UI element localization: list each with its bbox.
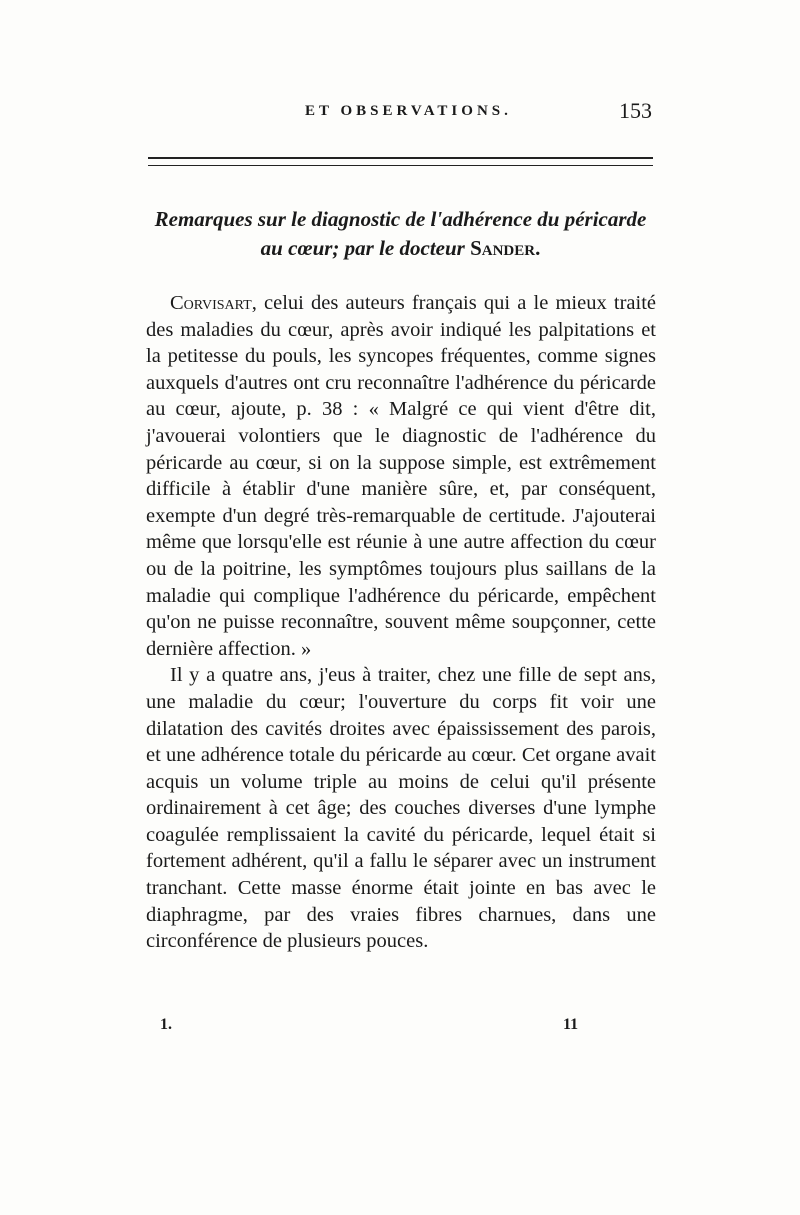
header-rule bbox=[148, 157, 653, 166]
title-line-2: au cœur; par le docteur bbox=[260, 236, 465, 260]
paragraph-2: Il y a quatre ans, j'eus à traiter, chez une fille de sept ans, une maladie du cœur; l'ouverture du corps fit voir une dilatation des cavités droites avec épaississement des parois, et une adhérence totale du péricarde au cœur. Cet organe avait acquis un volume triple au moins de celui qu'il présente ordinairement à cet âge; des couches diverses d'une lymphe coagulée remplissaient la cavité du péricarde, lequel était si fortement adhérent, qu'il a fallu le séparer avec un instrument tranchant. Cette masse énorme était jointe en bas avec le diaphragme, par des vraies fibres charnues, dans une circonférence de plusieurs pouces. bbox=[146, 664, 656, 953]
page-number: 153 bbox=[619, 98, 652, 123]
signature-mark-right: 11 bbox=[563, 1016, 579, 1033]
cited-author: Corvisart bbox=[170, 292, 252, 314]
paragraph-1 bbox=[146, 290, 656, 662]
article-title bbox=[148, 205, 653, 263]
title-line-1: Remarques sur le diagnostic de l'adhérence du péricarde bbox=[154, 207, 647, 231]
author-name: Sander. bbox=[470, 236, 541, 260]
paragraph-1-text: , celui des auteurs français qui a le mieux traité des maladies du cœur, après avoir indiqué les palpitations et la petitesse du pouls, les syncopes fréquentes, comme signes auxquels d'autres ont cru reconnaître l'adhérence du péricarde au cœur, ajoute, p. 38 : « Malgré ce qui vient d'être dit, j'avouerai volontiers que le diagnostic de l'adhérence du péricarde au cœur, si on la suppose simple, est extrêmement difficile à établir d'une manière sûre, et, par conséquent, exempte d'un degré très-remarquable de certitude. J'ajouterai même que lorsqu'elle est réunie à une autre affection du cœur ou de la poitrine, les symptômes toujours plus saillans de la maladie qui complique l'adhérence du péricarde, empêchent qu'on ne puisse reconnaître, souvent même soupçonner, cette dernière affection. » bbox=[146, 292, 656, 660]
running-head: ET OBSERVATIONS. bbox=[305, 103, 512, 119]
signature-mark-left: 1. bbox=[160, 1016, 172, 1033]
body-text bbox=[146, 290, 656, 955]
